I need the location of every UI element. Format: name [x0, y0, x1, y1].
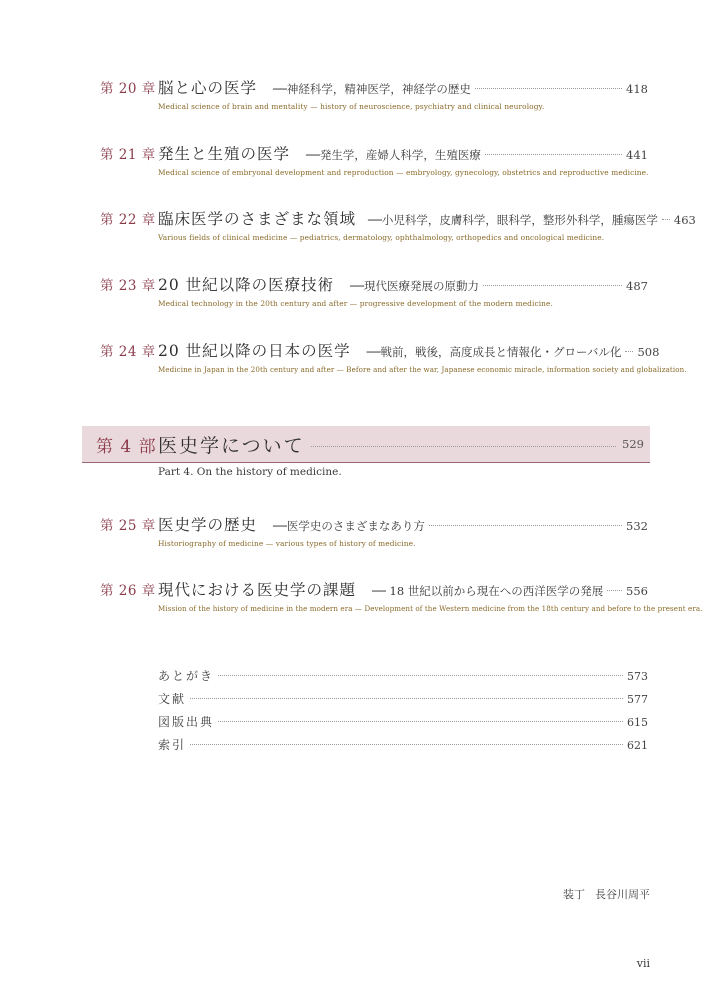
toc-entry-chapter-25[interactable] [100, 513, 648, 548]
back-matter-page-number: 621 [627, 739, 648, 752]
dot-leader [607, 590, 622, 591]
credit-role: 装丁 [563, 888, 585, 901]
dot-leader [190, 698, 623, 699]
chapter-subtitle: ── 18 世紀以前から現在への西洋医学の発展 [372, 584, 604, 598]
toc-entry-references[interactable] [158, 690, 648, 708]
credit-name: 長谷川周平 [595, 888, 650, 901]
toc-entry-chapter-20[interactable] [100, 76, 648, 111]
chapter-page-number: 508 [637, 345, 660, 359]
chapter-title: 脳と心の医学 [158, 79, 258, 97]
dot-leader [218, 721, 623, 722]
back-matter-label: あとがき [158, 669, 215, 683]
chapter-subtitle: ──発生学，産婦人科学，生殖医療 [306, 148, 481, 162]
chapter-page-number: 418 [626, 82, 648, 96]
back-matter-page-number: 615 [627, 716, 648, 729]
chapter-subtitle: ──戦前，戦後，高度成長と情報化・グローバル化 [366, 345, 622, 359]
chapter-english-title: Medical technology in the 20th century and after — progressive development of the modern medicine. [158, 299, 553, 308]
chapter-english-title: Mission of the history of medicine in the modern era — Development of the Western medicine from the 18th century and before to the present era. [158, 604, 703, 613]
dot-leader [483, 285, 622, 286]
chapter-number: 第 25 章 [100, 518, 156, 534]
part-number: 第 4 部 [96, 436, 157, 457]
back-matter-page-number: 573 [627, 670, 648, 683]
chapter-subtitle: ──小児科学，皮膚科学，眼科学，整形外科学，腫瘍医学 [368, 213, 658, 227]
chapter-subtitle: ──医学史のさまざまなあり方 [273, 519, 425, 533]
toc-entry-index[interactable] [158, 736, 648, 754]
dot-leader [475, 88, 622, 89]
chapter-title: 臨床医学のさまざまな領域 [158, 210, 357, 228]
chapter-title: 20 世紀以降の医療技術 [158, 276, 335, 294]
part-english-title: Part 4. On the history of medicine. [158, 466, 342, 478]
chapter-english-title: Various fields of clinical medicine — pediatrics, dermatology, ophthalmology, orthopedics and oncological medicine. [158, 233, 605, 242]
part-page-number: 529 [622, 437, 644, 451]
dot-leader [218, 675, 623, 676]
chapter-title: 医史学の歴史 [158, 516, 258, 534]
chapter-title: 発生と生殖の医学 [158, 145, 291, 163]
chapter-subtitle: ──神経科学，精神医学，神経学の歴史 [273, 82, 471, 96]
design-credit [563, 886, 650, 902]
dot-leader [662, 219, 670, 220]
toc-entry-chapter-26[interactable] [100, 578, 703, 613]
chapter-subtitle: ──現代医療発展の原動力 [350, 279, 480, 293]
page-folio: vii [636, 957, 650, 970]
toc-entry-figure-sources[interactable] [158, 713, 648, 731]
chapter-number: 第 26 章 [100, 583, 156, 599]
dot-leader [429, 525, 622, 526]
chapter-page-number: 463 [673, 213, 696, 227]
chapter-page-number: 487 [626, 279, 648, 293]
toc-entry-chapter-23[interactable] [100, 273, 648, 308]
part-title: 医史学について [158, 434, 305, 457]
back-matter-label: 図版出典 [158, 715, 215, 729]
chapter-title: 20 世紀以降の日本の医学 [158, 342, 351, 360]
toc-entry-chapter-24[interactable] [100, 339, 687, 374]
chapter-title: 現代における医史学の課題 [158, 581, 357, 599]
part-4-heading[interactable] [82, 426, 650, 463]
toc-entry-chapter-22[interactable] [100, 207, 696, 242]
back-matter-page-number: 577 [627, 693, 648, 706]
dot-leader [625, 351, 633, 352]
toc-entry-afterword[interactable] [158, 667, 648, 685]
chapter-english-title: Medical science of embryonal development and reproduction — embryology, gynecology, obstetrics and reproductive medicine. [158, 168, 649, 177]
chapter-number: 第 21 章 [100, 147, 156, 163]
chapter-number: 第 22 章 [100, 212, 156, 228]
chapter-number: 第 23 章 [100, 278, 156, 294]
chapter-english-title: Medical science of brain and mentality — history of neuroscience, psychiatry and clinical neurology. [158, 102, 545, 111]
chapter-number: 第 24 章 [100, 344, 156, 360]
chapter-english-title: Historiography of medicine — various types of history of medicine. [158, 539, 416, 548]
chapter-page-number: 556 [626, 584, 648, 598]
dot-leader [190, 744, 623, 745]
chapter-page-number: 441 [626, 148, 648, 162]
chapter-page-number: 532 [626, 519, 648, 533]
dot-leader [311, 446, 616, 447]
toc-entry-chapter-21[interactable] [100, 142, 648, 177]
chapter-english-title: Medicine in Japan in the 20th century and after — Before and after the war, Japanese economic miracle, information society and globalization. [158, 365, 687, 374]
dot-leader [485, 154, 622, 155]
back-matter-label: 索引 [158, 738, 187, 752]
back-matter-label: 文献 [158, 692, 187, 706]
chapter-number: 第 20 章 [100, 81, 156, 97]
